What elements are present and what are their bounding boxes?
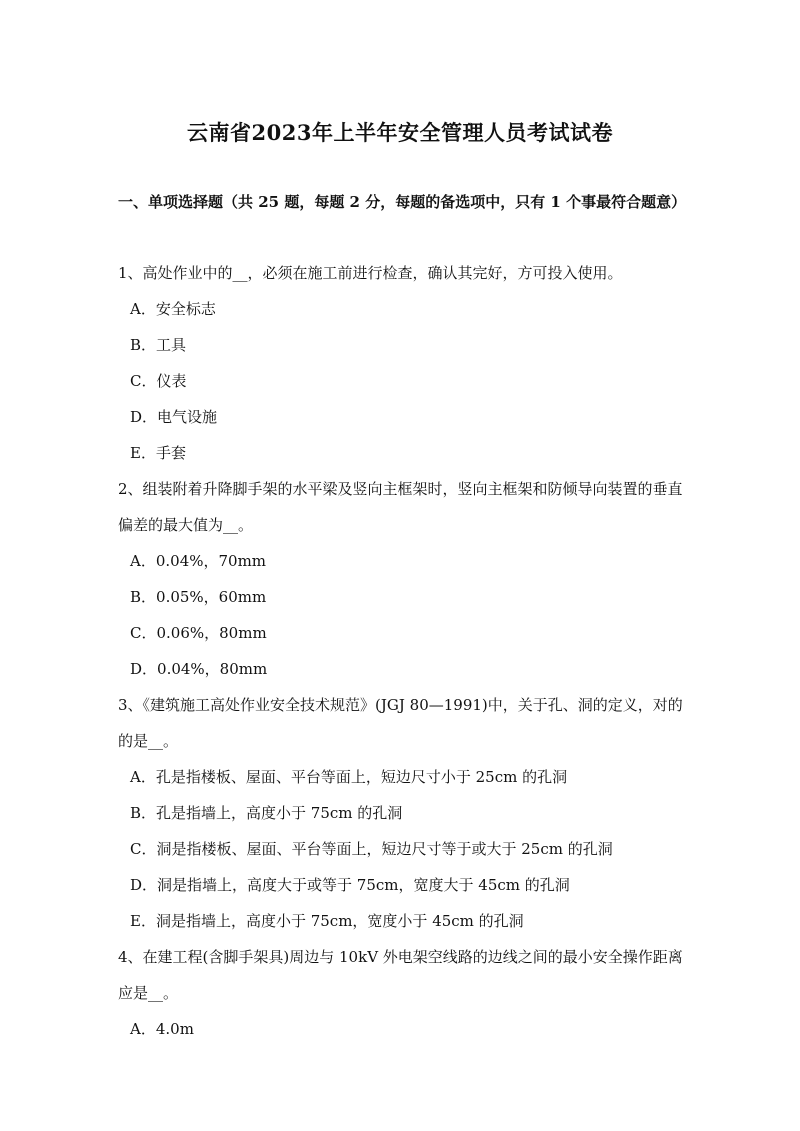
question-4: 4、在建工程(含脚手架具)周边与 10kV 外电架空线路的边线之间的最小安全操作距离应是__。	[118, 948, 683, 1002]
option-3e: E．洞是指墙上，高度小于 75cm，宽度小于 45cm 的孔洞	[130, 912, 524, 930]
option-3c: C．洞是指楼板、屋面、平台等面上，短边尺寸等于或大于 25cm 的孔洞	[130, 840, 613, 858]
option-4a: A．4.0m	[130, 1020, 194, 1038]
question-1: 1、高处作业中的__，必须在施工前进行检查，确认其完好，方可投入使用。	[118, 264, 623, 282]
question-3: 3、《建筑施工高处作业安全技术规范》(JGJ 80—1991)中，关于孔、洞的定义，对的的是__。	[118, 696, 683, 750]
option-1c: C．仪表	[130, 372, 187, 390]
option-3d: D．洞是指墙上，高度大于或等于 75cm，宽度大于 45cm 的孔洞	[130, 876, 570, 894]
option-2b: B．0.05%，60mm	[130, 588, 267, 606]
option-3b: B．孔是指墙上，高度小于 75cm 的孔洞	[130, 804, 403, 822]
option-3a: A．孔是指楼板、屋面、平台等面上，短边尺寸小于 25cm 的孔洞	[130, 768, 568, 786]
section-heading: 一、单项选择题（共 25 题，每题 2 分，每题的备选项中，只有 1 个事最符合题意）	[118, 193, 687, 211]
option-2c: C．0.06%，80mm	[130, 624, 267, 642]
question-list	[118, 255, 688, 1047]
option-1a: A．安全标志	[130, 300, 216, 318]
option-2a: A．0.04%，70mm	[130, 552, 267, 570]
option-1b: B．工具	[130, 336, 187, 354]
option-1e: E．手套	[130, 444, 186, 462]
option-1d: D．电气设施	[130, 408, 218, 426]
option-2d: D．0.04%，80mm	[130, 660, 268, 678]
question-2: 2、组装附着升降脚手架的水平梁及竖向主框架时，竖向主框架和防倾导向装置的垂直偏差的最大值为__。	[118, 480, 683, 534]
document-title: 云南省2023年上半年安全管理人员考试试卷	[187, 120, 613, 145]
